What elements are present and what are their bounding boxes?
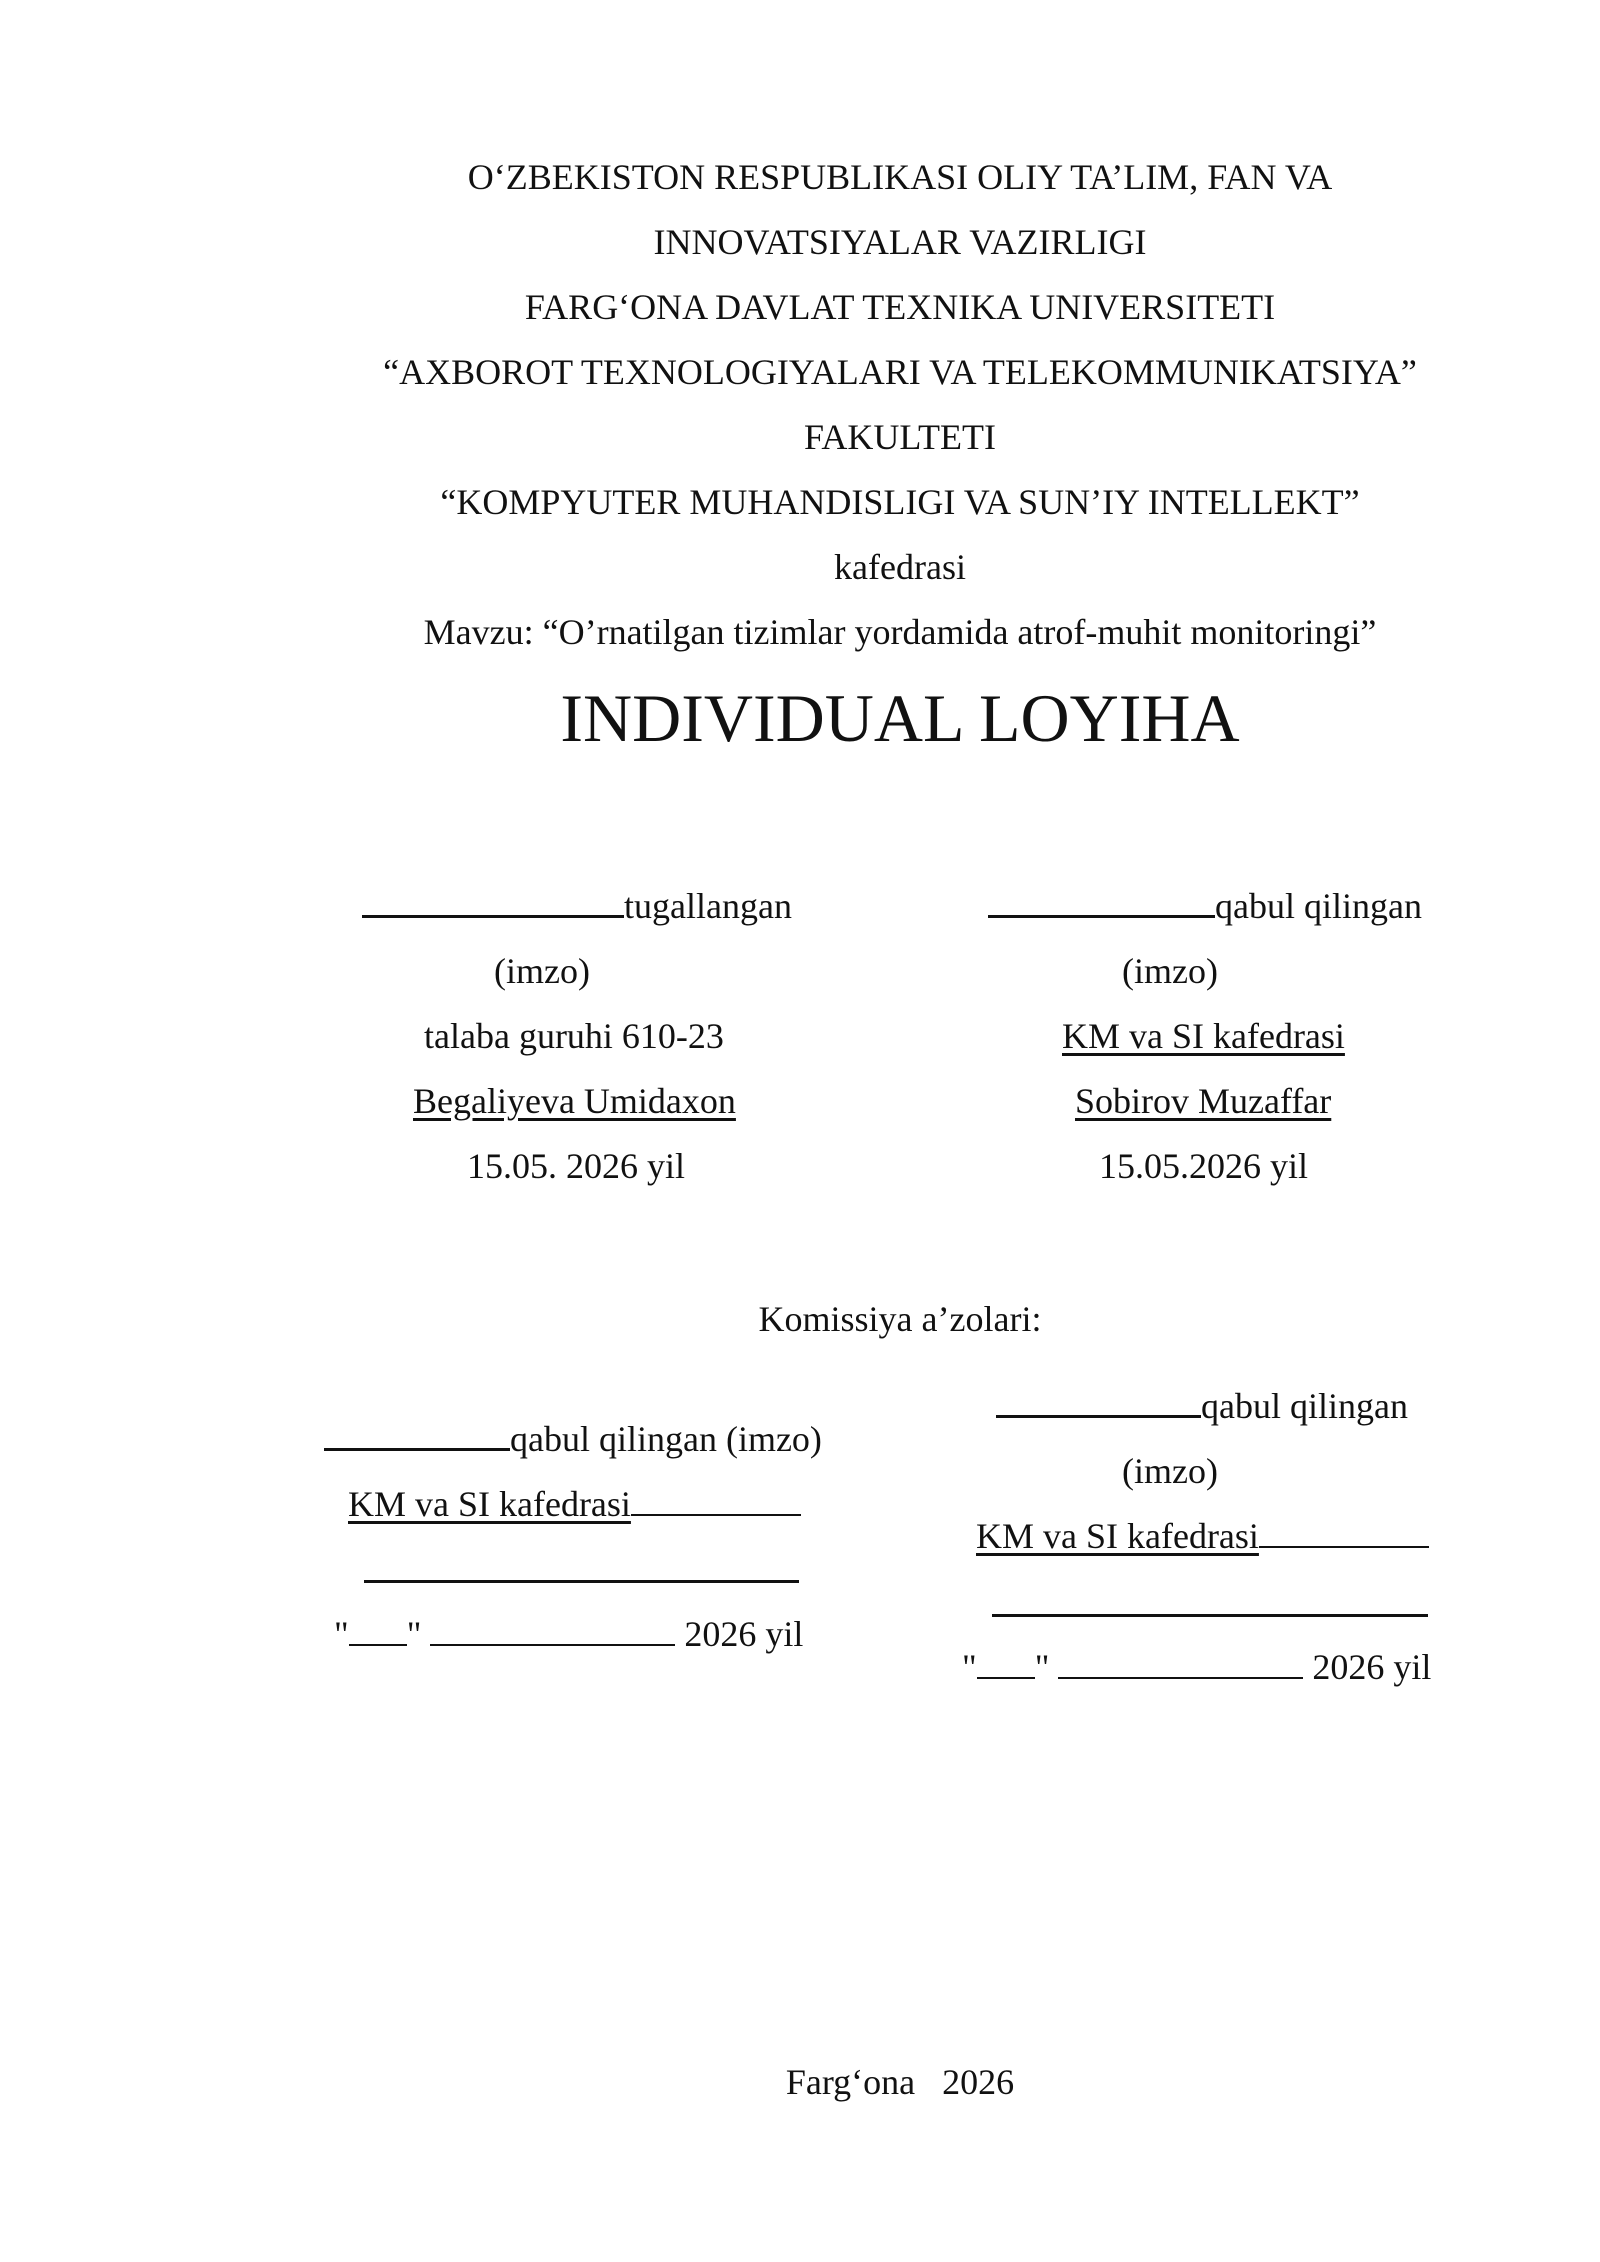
commission-right-status-line [996, 1384, 1408, 1428]
commission-right-year: 2026 yil [1312, 1647, 1432, 1687]
topic: Mavzu: “O’rnatilgan tizimlar yordamida atrof-muhit monitoringi” [423, 612, 1377, 652]
day-blank [349, 1614, 407, 1646]
month-blank [430, 1614, 675, 1646]
commission-left-department: KM va SI kafedrasi [348, 1484, 631, 1524]
commission-right-status: qabul qilingan [1201, 1386, 1408, 1426]
city-year: Farg‘ona 2026 [785, 2062, 1015, 2102]
quote-open: " [334, 1614, 349, 1654]
signature-blank [988, 885, 1215, 918]
quote-close: " [1034, 1647, 1050, 1687]
department-label: kafedrasi [834, 547, 966, 587]
commission-left-year: 2026 yil [684, 1614, 804, 1654]
ministry-line-1: O‘ZBEKISTON RESPUBLIKASI OLIY TA’LIM, FAN VA [467, 157, 1333, 197]
left-name: Begaliyeva Umidaxon [413, 1081, 736, 1121]
department-name: “KOMPYUTER MUHANDISLIGI VA SUN’IY INTELLEKT” [440, 482, 1360, 522]
commission-left-department-line [348, 1482, 801, 1526]
commission-right-department-line [976, 1514, 1429, 1558]
left-status-line [362, 884, 792, 928]
signature-blank [362, 885, 624, 918]
commission-right-department: KM va SI kafedrasi [976, 1516, 1259, 1556]
right-signature-hint: (imzo) [1122, 951, 1218, 991]
quote-open: " [962, 1647, 977, 1687]
university-name: FARG‘ONA DAVLAT TEXNIKA UNIVERSITETI [524, 287, 1276, 327]
blank-field [631, 1484, 801, 1516]
faculty-name: “AXBOROT TEXNOLOGIYALARI VA TELEKOMMUNIKATSIYA” [383, 352, 1417, 392]
right-status-line [988, 884, 1422, 928]
ministry-line-2: INNOVATSIYALAR VAZIRLIGI [653, 222, 1147, 262]
quote-close: " [406, 1614, 422, 1654]
blank-field [364, 1580, 799, 1583]
commission-left-date-line [334, 1612, 803, 1656]
left-status: tugallangan [624, 886, 792, 926]
commission-right-signature-hint: (imzo) [1122, 1451, 1218, 1491]
left-group: talaba guruhi 610-23 [424, 1016, 724, 1056]
month-blank [1058, 1647, 1303, 1679]
commission-heading: Komissiya a’zolari: [758, 1299, 1042, 1339]
right-name: Sobirov Muzaffar [1075, 1081, 1332, 1121]
signature-blank [996, 1385, 1201, 1418]
blank-field [1259, 1516, 1429, 1548]
day-blank [977, 1647, 1035, 1679]
right-department: KM va SI kafedrasi [1062, 1016, 1345, 1056]
faculty-label: FAKULTETI [804, 417, 996, 457]
right-status: qabul qilingan [1215, 886, 1422, 926]
left-signature-hint: (imzo) [494, 951, 590, 991]
blank-field [992, 1614, 1428, 1617]
commission-left-status-line [324, 1417, 822, 1461]
commission-left-status: qabul qilingan (imzo) [510, 1419, 822, 1459]
left-date: 15.05. 2026 yil [467, 1146, 686, 1186]
signature-blank [324, 1418, 510, 1451]
document-title: INDIVIDUAL LOYIHA [560, 680, 1240, 756]
right-date: 15.05.2026 yil [1099, 1146, 1309, 1186]
commission-right-date-line [962, 1645, 1431, 1689]
